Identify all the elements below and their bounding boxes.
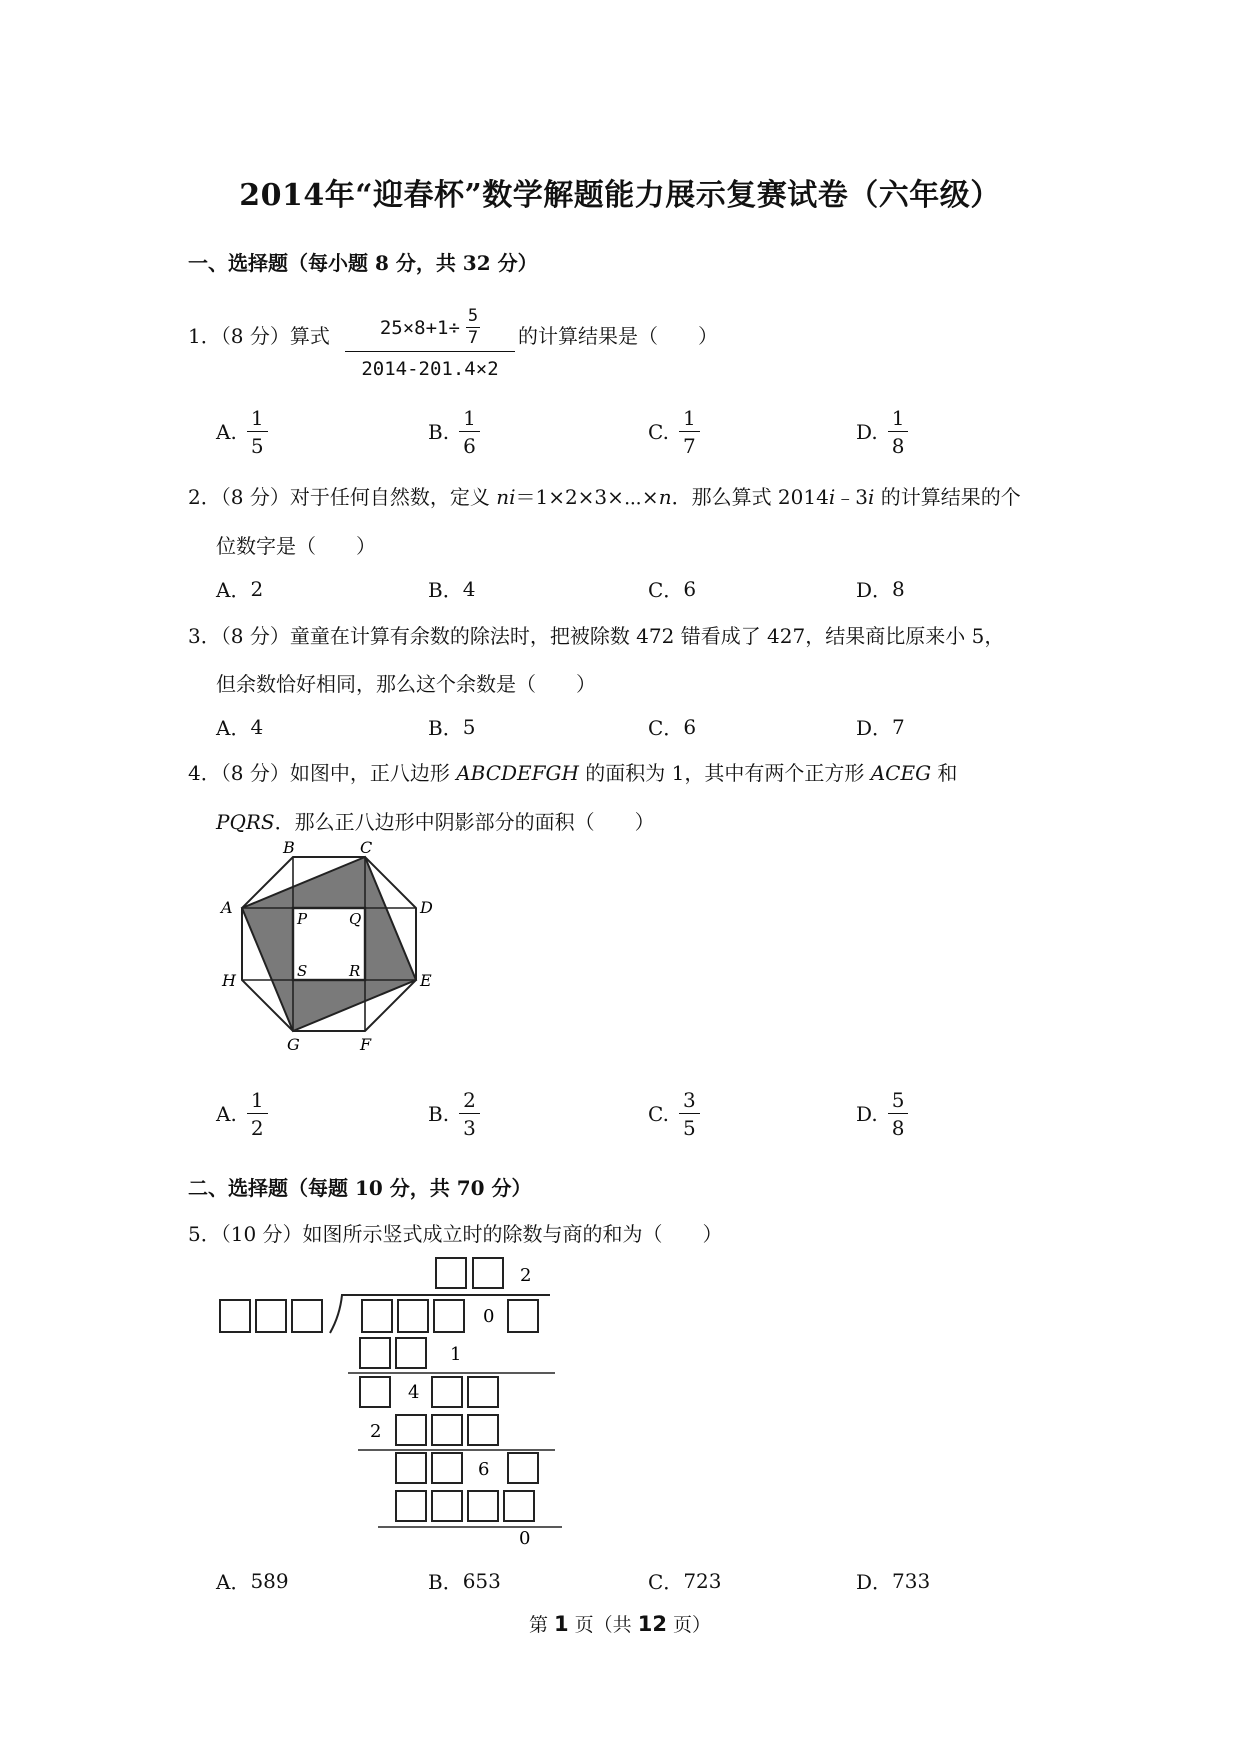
option-value: 653 [462, 1568, 501, 1593]
q4-option-a[interactable] [216, 1090, 268, 1138]
digit-box [508, 1300, 538, 1332]
den: 2 [250, 1116, 264, 1140]
q2-text: （8 分）对于任何自然数，定义 [220, 485, 497, 509]
num: 2 [459, 1090, 480, 1114]
option-letter: B． [428, 1570, 463, 1594]
q4-option-b[interactable] [428, 1090, 480, 1138]
label-r: R [349, 962, 361, 980]
q1-option-d[interactable] [856, 408, 908, 456]
option-value: 4 [462, 576, 476, 601]
option-fraction [247, 408, 268, 456]
label-s: S [297, 962, 308, 980]
den: 3 [463, 1116, 476, 1140]
q2-option-a[interactable] [216, 574, 263, 603]
section-heading-2: 二、选择题（每题 10 分，共 70 分） [188, 1176, 532, 1200]
question-5 [188, 1218, 723, 1247]
digit-box [508, 1453, 538, 1483]
num: 5 [888, 1090, 909, 1114]
q4-text: （8 分）如图中，正八边形 [220, 761, 457, 785]
digit-box [432, 1491, 462, 1521]
digit-box [398, 1300, 428, 1332]
q4-option-d[interactable] [856, 1090, 908, 1138]
digit: 2 [370, 1421, 382, 1442]
option-letter: C． [648, 1570, 684, 1594]
option-value: 4 [250, 714, 264, 739]
option-fraction [679, 408, 700, 456]
num: 3 [679, 1090, 700, 1114]
option-value: 733 [892, 1568, 931, 1593]
num: 1 [679, 408, 700, 432]
q5-option-b[interactable] [428, 1566, 501, 1595]
option-letter: D． [856, 716, 893, 740]
den: 7 [682, 434, 696, 458]
option-fraction [459, 408, 480, 456]
question-number: 2． [188, 485, 221, 509]
option-letter: C． [648, 716, 684, 740]
digit-box [468, 1491, 498, 1521]
den: 8 [891, 1116, 905, 1140]
q4-var: ABCDEFGH [456, 761, 579, 785]
octagon-figure [210, 840, 450, 1070]
page-footer [0, 1610, 1240, 1637]
option-value: 8 [892, 576, 905, 601]
q1-option-a[interactable] [216, 408, 268, 456]
option-letter: A. [216, 1102, 237, 1126]
footer-text: 页（共 [568, 1614, 638, 1636]
q4-option-c[interactable] [648, 1090, 700, 1138]
digit-box [396, 1491, 426, 1521]
den: 5 [682, 1116, 696, 1140]
question-number: 5． [188, 1222, 221, 1246]
digit-box [432, 1415, 462, 1445]
digit-box [504, 1491, 534, 1521]
option-letter: C. [648, 420, 669, 444]
digit: 4 [408, 1382, 420, 1403]
option-letter: B． [428, 578, 463, 602]
option-letter: A． [216, 716, 251, 740]
option-letter: C． [648, 578, 684, 602]
label-e: E [420, 971, 432, 990]
option-fraction [679, 1090, 700, 1138]
q3-option-a[interactable] [216, 712, 263, 741]
num: 1 [888, 408, 909, 432]
q2-var: i [828, 485, 836, 509]
digit-box [256, 1300, 286, 1332]
option-fraction [247, 1090, 268, 1138]
long-division-figure [210, 1255, 570, 1545]
digit-box [220, 1300, 250, 1332]
q4-text: ．那么正八边形中阴影部分的面积（ ） [274, 810, 655, 834]
option-letter: B. [428, 420, 450, 444]
q1-option-b[interactable] [428, 408, 480, 456]
label-c: C [360, 840, 373, 857]
question-text: （8 分）童童在计算有余数的除法时，把被除数 472 错看成了 427，结果商比原来小 5， [220, 624, 1005, 648]
q5-option-a[interactable] [216, 1566, 289, 1595]
question-3-line-2: 但余数恰好相同，那么这个余数是（ ） [216, 672, 596, 696]
option-letter: A． [216, 578, 251, 602]
digit-box [473, 1258, 503, 1288]
option-fraction [888, 408, 909, 456]
option-letter: A. [216, 420, 237, 444]
footer-text: 页） [666, 1614, 712, 1636]
question-3 [188, 620, 1004, 649]
q2-text: 的计算结果的个 [874, 485, 1021, 509]
question-4-line-2 [216, 806, 655, 835]
q2-option-b[interactable] [428, 574, 475, 603]
digit: 0 [483, 1306, 495, 1327]
digit: 6 [478, 1459, 490, 1480]
option-fraction [459, 1090, 480, 1138]
digit-box [432, 1453, 462, 1483]
num: 1 [247, 408, 268, 432]
digit-box [434, 1300, 464, 1332]
option-fraction [888, 1090, 909, 1138]
digit-box [360, 1377, 390, 1407]
digit-box [360, 1338, 390, 1368]
digit-box [292, 1300, 322, 1332]
question-2-line-2: 位数字是（ ） [216, 534, 376, 558]
digit-box [396, 1453, 426, 1483]
q5-option-d[interactable] [856, 1566, 930, 1595]
inner-den: 7 [467, 328, 479, 348]
q1-option-c[interactable] [648, 408, 700, 456]
q2-text: ．那么算式 2014 [671, 485, 829, 509]
q3-option-b[interactable] [428, 712, 475, 741]
digit: 0 [519, 1528, 531, 1545]
page-number: 1 [554, 1612, 569, 1636]
q2-text: ﹣3 [835, 485, 868, 509]
q2-text: ＝1×2×3×⋯× [515, 485, 659, 509]
den: 5 [250, 434, 264, 458]
option-value: 5 [462, 714, 476, 739]
den: 6 [463, 434, 476, 458]
digit: 2 [520, 1265, 532, 1286]
digit-box [436, 1258, 466, 1288]
q4-text: 和 [931, 761, 958, 785]
q3-option-d[interactable] [856, 712, 905, 741]
q2-option-d[interactable] [856, 574, 905, 603]
question-4 [188, 757, 957, 786]
label-f: F [360, 1035, 372, 1054]
footer-text: 第 [528, 1614, 555, 1636]
q2-var: n [658, 485, 672, 509]
q4-var: PQRS [216, 810, 275, 834]
option-letter: C. [648, 1102, 669, 1126]
expr-denominator: 2014-201.4×2 [361, 358, 499, 380]
label-h: H [222, 971, 236, 990]
label-g: G [287, 1035, 300, 1054]
option-letter: D． [856, 1570, 893, 1594]
q2-var: i [867, 485, 875, 509]
q4-var: ACEG [870, 761, 932, 785]
expr-numerator: 25×8+1÷ [379, 316, 460, 339]
q5-option-c[interactable] [648, 1566, 722, 1595]
inner-num: 5 [467, 306, 479, 326]
digit-box [432, 1377, 462, 1407]
label-a: A [221, 898, 233, 917]
question-1 [188, 320, 330, 349]
option-value: 6 [683, 714, 697, 739]
question-text: （10 分）如图所示竖式成立时的除数与商的和为（ ） [220, 1222, 723, 1246]
expr-inner-fraction [466, 308, 480, 347]
question-number: 4． [188, 761, 221, 785]
q3-option-c[interactable] [648, 712, 696, 741]
page-total: 12 [637, 1612, 667, 1636]
label-d: D [420, 898, 433, 917]
option-value: 6 [683, 576, 697, 601]
option-letter: D. [856, 1102, 878, 1126]
label-p: P [297, 910, 308, 928]
q1-expression [345, 308, 515, 380]
q4-text: 的面积为 1，其中有两个正方形 [578, 761, 871, 785]
option-value: 589 [250, 1568, 289, 1593]
option-letter: B． [428, 716, 463, 740]
option-letter: D． [856, 578, 893, 602]
digit: 1 [450, 1344, 462, 1365]
page-title: 2014年“迎春杯”数学解题能力展示复赛试卷（六年级） [239, 178, 1001, 213]
question-2 [188, 481, 1021, 510]
option-letter: B. [428, 1102, 450, 1126]
num: 1 [247, 1090, 268, 1114]
digit-box [362, 1300, 392, 1332]
option-letter: D. [856, 420, 878, 444]
q2-var: ni [496, 485, 516, 509]
digit-box [468, 1377, 498, 1407]
label-q: Q [349, 910, 362, 928]
digit-box [396, 1338, 426, 1368]
digit-box [468, 1415, 498, 1445]
digit-box [396, 1415, 426, 1445]
section-heading-1: 一、选择题（每小题 8 分，共 32 分） [188, 251, 538, 275]
question-text: （8 分）算式 [220, 324, 330, 348]
option-value: 2 [250, 576, 264, 601]
den: 8 [891, 434, 905, 458]
label-b: B [283, 840, 295, 857]
q2-option-c[interactable] [648, 574, 696, 603]
question-1-suffix: 的计算结果是（ ） [518, 324, 718, 348]
num: 1 [459, 408, 480, 432]
question-number: 1． [188, 324, 221, 348]
option-letter: A． [216, 1570, 251, 1594]
question-number: 3． [188, 624, 221, 648]
option-value: 7 [892, 714, 905, 739]
option-value: 723 [683, 1568, 722, 1593]
